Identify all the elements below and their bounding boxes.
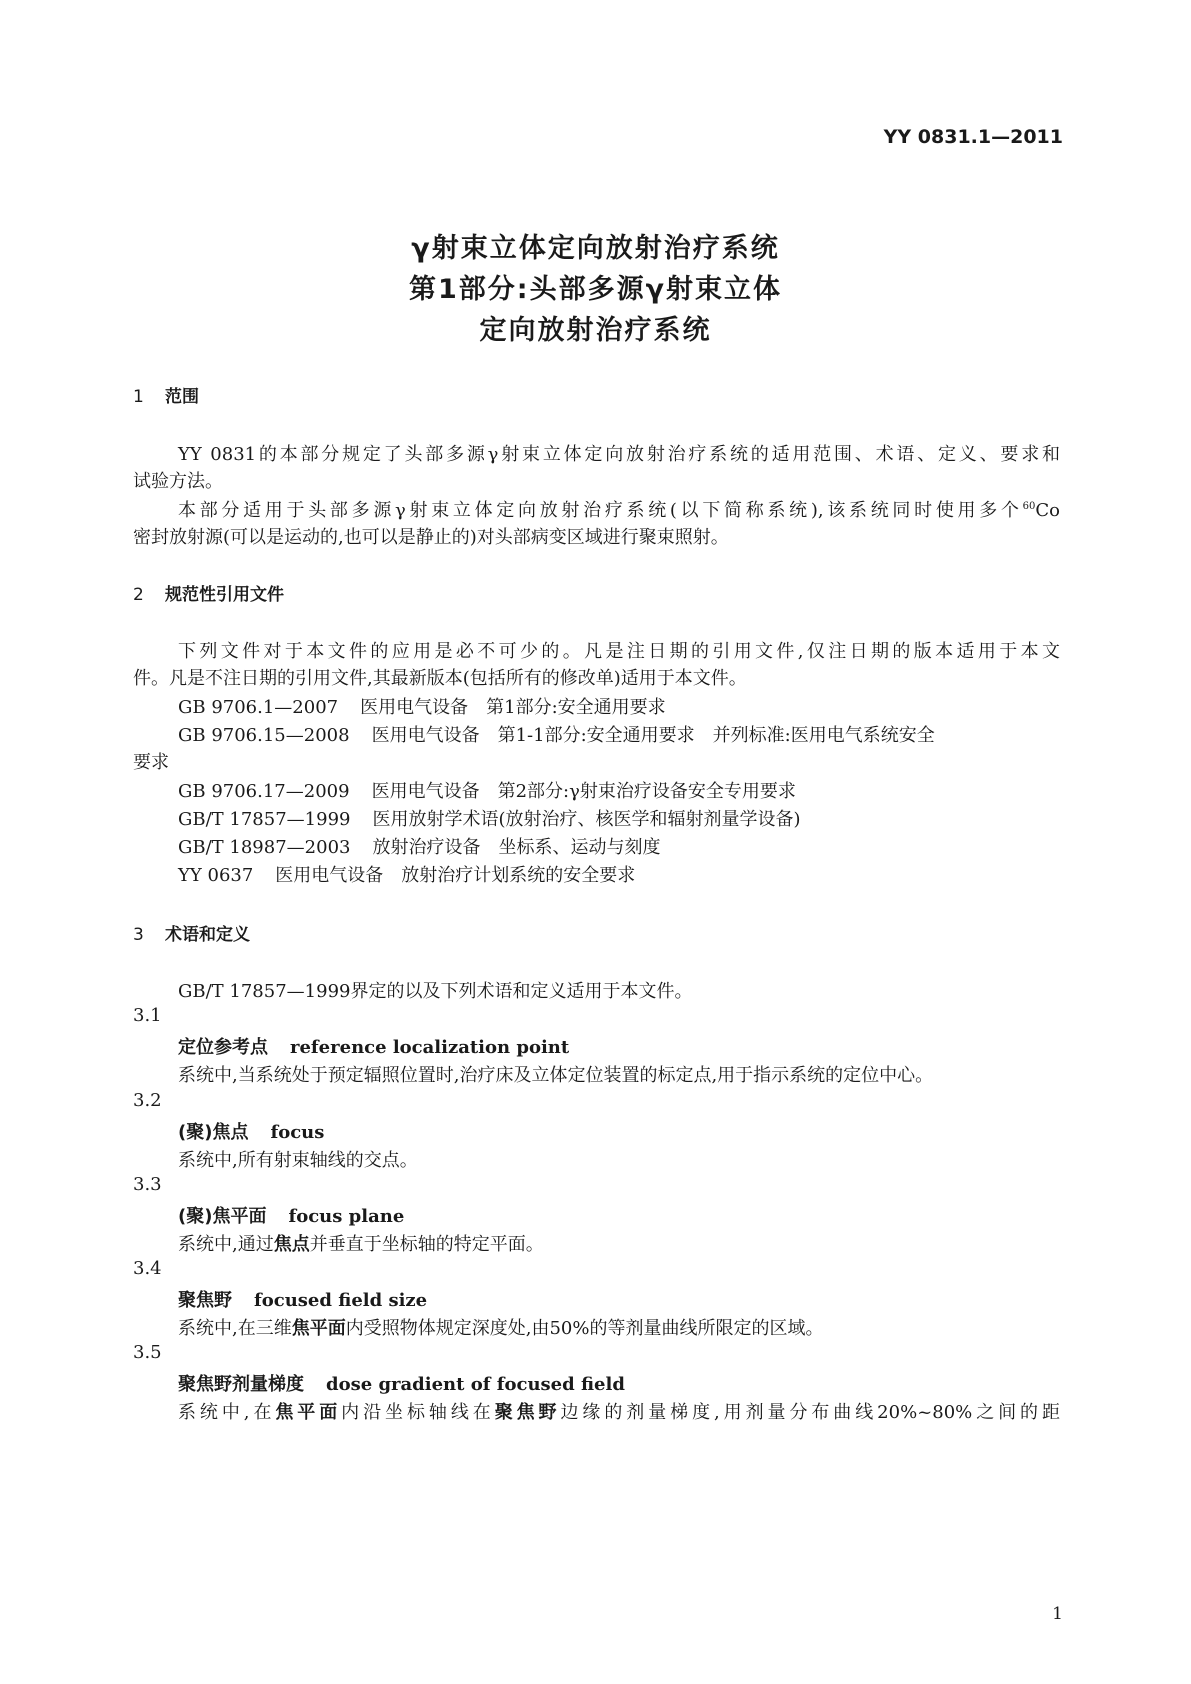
- ref-item: GB/T 18987—2003 放射治疗设备 坐标系、运动与刻度: [178, 837, 661, 858]
- section-2-title: 规范性引用文件: [165, 585, 284, 605]
- ref-item: GB 9706.17—2009 医用电气设备 第2部分:γ射束治疗设备安全专用要求: [178, 781, 796, 802]
- term-definition: 系统中,在焦平面内沿坐标轴线在聚焦野边缘的剂量梯度,用剂量分布曲线20%~80%之间的距: [178, 1402, 1060, 1423]
- term-definition: 系统中,通过焦点并垂直于坐标轴的特定平面。: [178, 1234, 544, 1255]
- s1-para1-line2: 试验方法。: [133, 471, 223, 492]
- term-number: 3.3: [133, 1174, 162, 1195]
- s3-intro: GB/T 17857—1999界定的以及下列术语和定义适用于本文件。: [178, 981, 693, 1002]
- section-3-heading: 3 术语和定义: [133, 925, 250, 945]
- term-number: 3.4: [133, 1258, 162, 1279]
- s2-para-line1: 下列文件对于本文件的应用是必不可少的。凡是注日期的引用文件,仅注日期的版本适用于本文: [178, 641, 1060, 662]
- title-line-3: 定向放射治疗系统: [479, 315, 712, 346]
- section-1-heading: 1 范围: [133, 387, 199, 407]
- ref-item-continued: 要求: [133, 752, 169, 773]
- s1-para1-line1: YY 0831的本部分规定了头部多源γ射束立体定向放射治疗系统的适用范围、术语、定义、要求和: [178, 444, 1060, 465]
- s2-para-line2: 件。凡是不注日期的引用文件,其最新版本(包括所有的修改单)适用于本文件。: [133, 668, 747, 689]
- s1-para2-line2: 密封放射源(可以是运动的,也可以是静止的)对头部病变区域进行聚束照射。: [133, 527, 729, 548]
- title-line-1: γ射束立体定向放射治疗系统: [411, 233, 780, 264]
- term-heading: (聚)焦平面 focus plane: [178, 1206, 405, 1227]
- ref-item: GB 9706.15—2008 医用电气设备 第1-1部分:安全通用要求 并列标准:医用电气系统安全: [178, 725, 935, 746]
- ref-item: GB 9706.1—2007 医用电气设备 第1部分:安全通用要求: [178, 697, 666, 718]
- term-definition: 系统中,所有射束轴线的交点。: [178, 1150, 418, 1171]
- title-line-2: 第1部分:头部多源γ射束立体: [409, 274, 782, 305]
- term-heading: 定位参考点 reference localization point: [178, 1037, 570, 1058]
- document-title: [0, 228, 1191, 351]
- term-number: 3.2: [133, 1090, 162, 1111]
- standard-number: YY 0831.1—2011: [883, 126, 1063, 148]
- section-1-title: 范围: [165, 387, 199, 407]
- term-heading: 聚焦野剂量梯度 dose gradient of focused field: [178, 1374, 625, 1395]
- term-heading: 聚焦野 focused field size: [178, 1290, 428, 1311]
- term-definition: 系统中,在三维焦平面内受照物体规定深度处,由50%的等剂量曲线所限定的区域。: [178, 1318, 824, 1339]
- term-number: 3.1: [133, 1005, 162, 1026]
- term-number: 3.5: [133, 1342, 162, 1363]
- term-definition: 系统中,当系统处于预定辐照位置时,治疗床及立体定位装置的标定点,用于指示系统的定位中心。: [178, 1065, 934, 1086]
- term-heading: (聚)焦点 focus: [178, 1122, 325, 1143]
- s1-para2-line1: 本部分适用于头部多源γ射束立体定向放射治疗系统(以下简称系统),该系统同时使用多个$^{60}$Co: [178, 500, 1060, 521]
- section-2-heading: 2 规范性引用文件: [133, 585, 284, 605]
- page-number: 1: [1052, 1604, 1063, 1624]
- ref-item: GB/T 17857—1999 医用放射学术语(放射治疗、核医学和辐射剂量学设备): [178, 809, 801, 830]
- ref-item: YY 0637 医用电气设备 放射治疗计划系统的安全要求: [178, 865, 636, 886]
- section-3-title: 术语和定义: [165, 925, 250, 945]
